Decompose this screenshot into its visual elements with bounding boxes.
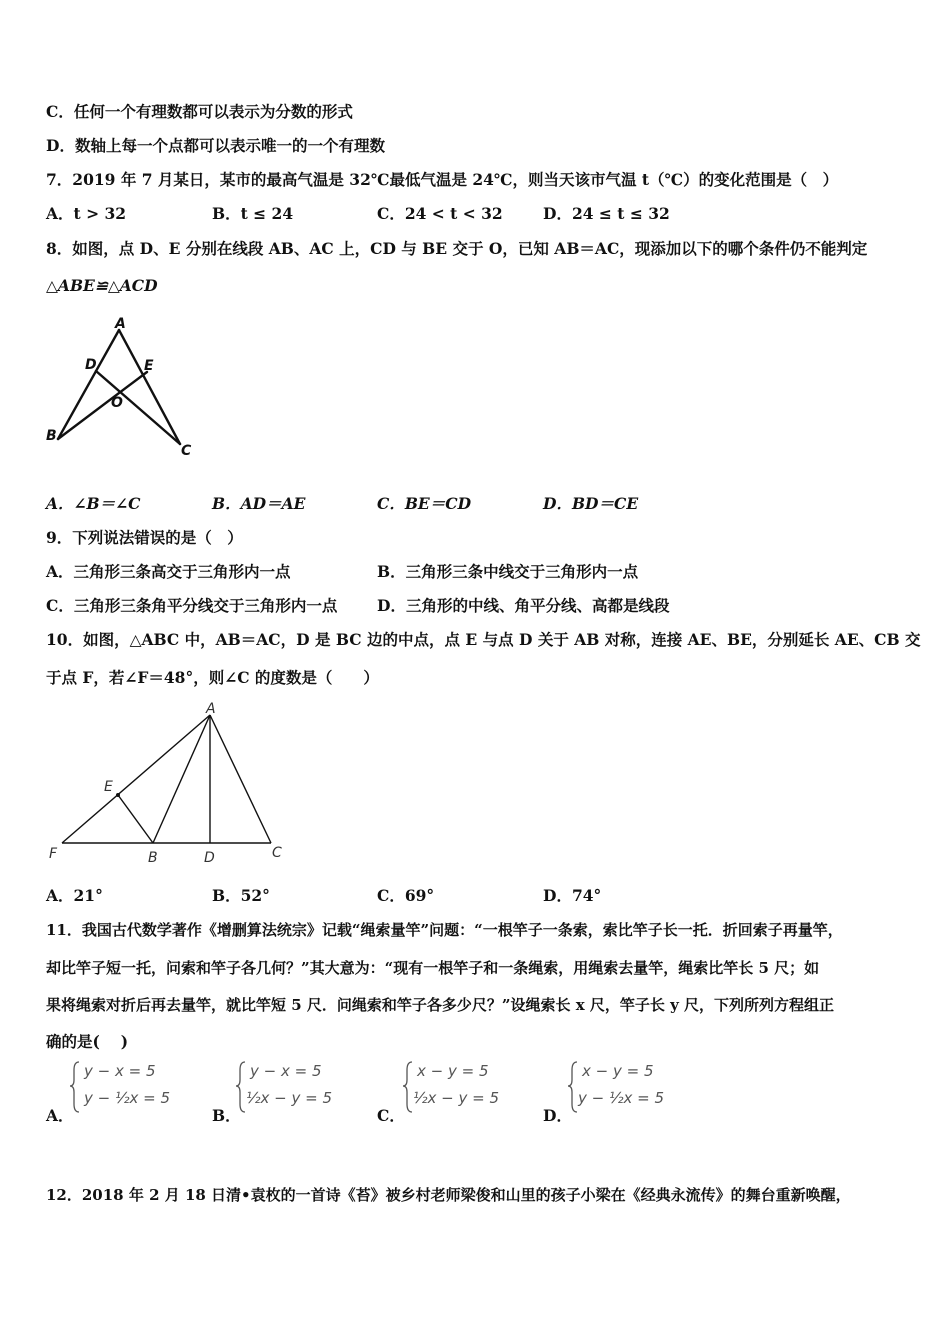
q11-line1: 11．我国古代数学著作《增删算法统宗》记载“绳索量竿”问题：“一根竿子一条索，索比竿子长一托．折回索子再量竿，: [46, 921, 843, 939]
q6-option-d: D．数轴上每一个点都可以表示唯一的一个有理数: [46, 136, 385, 155]
q8-label-d: D: [85, 357, 97, 373]
q8-label-b: B: [46, 428, 57, 444]
brace-icon: [70, 1062, 79, 1112]
q10-label-f: F: [49, 846, 58, 862]
q11-line4: 确的是( ): [46, 1032, 129, 1051]
q10-segment-eb: [118, 795, 153, 843]
q11-option-a-eq2: y − ½x = 5: [84, 1089, 171, 1107]
q11-option-a-label: A．: [46, 1106, 74, 1125]
q7-option-b: B．t ≤ 24: [212, 204, 294, 223]
q10-figure: [40, 696, 300, 871]
q10-label-e: E: [104, 779, 113, 795]
q8-label-o: O: [111, 395, 123, 411]
q11-option-d-eq1: x − y = 5: [582, 1062, 654, 1080]
q11-option-a-eq1: y − x = 5: [84, 1062, 156, 1080]
q10-option-d: D．74°: [543, 886, 602, 905]
q10-segment-ac: [210, 715, 271, 843]
q9-option-a: A．三角形三条高交于三角形内一点: [46, 562, 291, 581]
q8-label-c: C: [181, 443, 192, 459]
q10-stem-line1: 10．如图，△ABC 中，AB＝AC，D 是 BC 边的中点，点 E 与点 D 关于 AB 对称，连接 AE、BE，分别延长 AE、CB 交: [46, 630, 921, 649]
q7-option-d: D．24 ≤ t ≤ 32: [543, 204, 670, 223]
q9-option-d: D．三角形的中线、角平分线、高都是线段: [377, 596, 670, 615]
q9-stem: 9．下列说法错误的是（ ）: [46, 528, 243, 547]
q8-label-a: A: [115, 316, 126, 332]
q10-option-a: A．21°: [46, 886, 103, 905]
q11-option-b-system: [236, 1058, 346, 1116]
q8-option-c: C．BE＝CD: [377, 494, 472, 513]
q7-option-c: C．24 < t < 32: [377, 204, 503, 223]
q11-option-d-eq2: y − ½x = 5: [578, 1089, 665, 1107]
q7-stem: 7．2019 年 7 月某日，某市的最高气温是 32℃最低气温是 24℃，则当天该市气温 t（℃）的变化范围是（ ）: [46, 170, 839, 189]
q9-option-c: C．三角形三条角平分线交于三角形内一点: [46, 596, 338, 615]
q8-option-b: B．AD＝AE: [212, 494, 306, 513]
q11-option-d-label: D．: [543, 1106, 572, 1125]
q8-stem-line1: 8．如图，点 D、E 分别在线段 AB、AC 上，CD 与 BE 交于 O，已知 AB＝AC，现添加以下的哪个条件仍不能判定: [46, 239, 868, 258]
q10-label-c: C: [272, 845, 282, 861]
q10-label-a: A: [206, 701, 216, 717]
q9-option-b: B．三角形三条中线交于三角形内一点: [377, 562, 639, 581]
q11-option-c-system: [403, 1058, 513, 1116]
q10-segment-ab: [153, 715, 210, 843]
q6-option-c: C．任何一个有理数都可以表示为分数的形式: [46, 102, 353, 121]
q11-line3: 果将绳索对折后再去量竿，就比竿短 5 尺．问绳索和竿子各多少尺？”设绳索长 x 尺，竿子长 y 尺，下列所列方程组正: [46, 996, 835, 1014]
q10-stem-line2: 于点 F，若∠F＝48°，则∠C 的度数是（ ）: [46, 668, 379, 687]
q10-option-b: B．52°: [212, 886, 270, 905]
q10-segment-fa: [62, 715, 210, 843]
brace-icon: [236, 1062, 245, 1112]
q11-option-a-system: [70, 1058, 180, 1116]
q10-point-e: [116, 793, 120, 797]
q8-option-a: A．∠B＝∠C: [46, 494, 141, 513]
q10-label-d: D: [204, 850, 215, 866]
q11-option-b-eq2: ½x − y = 5: [246, 1089, 333, 1107]
q11-option-c-label: C．: [377, 1106, 405, 1125]
q8-segment-cd: [96, 371, 180, 444]
q11-option-c-eq1: x − y = 5: [417, 1062, 489, 1080]
brace-icon: [568, 1062, 577, 1112]
q11-option-b-eq1: y − x = 5: [250, 1062, 322, 1080]
q8-option-d: D．BD＝CE: [543, 494, 639, 513]
q8-figure: [40, 312, 200, 462]
q11-option-b-label: B．: [212, 1106, 241, 1125]
q8-segment-be: [58, 372, 147, 439]
q11-line2: 却比竿子短一托，问索和竿子各几何？”其大意为：“现有一根竿子和一条绳索，用绳索去量竿，绳索比竿长 5 尺；如: [46, 959, 820, 977]
q10-option-c: C．69°: [377, 886, 435, 905]
q8-label-e: E: [144, 358, 154, 374]
q12-line1: 12．2018 年 2 月 18 日清•袁枚的一首诗《苔》被乡村老师梁俊和山里的孩子小梁在《经典永流传》的舞台重新唤醒，: [46, 1186, 851, 1204]
q10-label-b: B: [148, 850, 158, 866]
q7-option-a: A．t > 32: [46, 204, 127, 223]
brace-icon: [403, 1062, 412, 1112]
q11-option-d-system: [568, 1058, 678, 1116]
q8-stem-line2: △ABE≌△ACD: [46, 276, 158, 295]
q11-option-c-eq2: ½x − y = 5: [413, 1089, 500, 1107]
